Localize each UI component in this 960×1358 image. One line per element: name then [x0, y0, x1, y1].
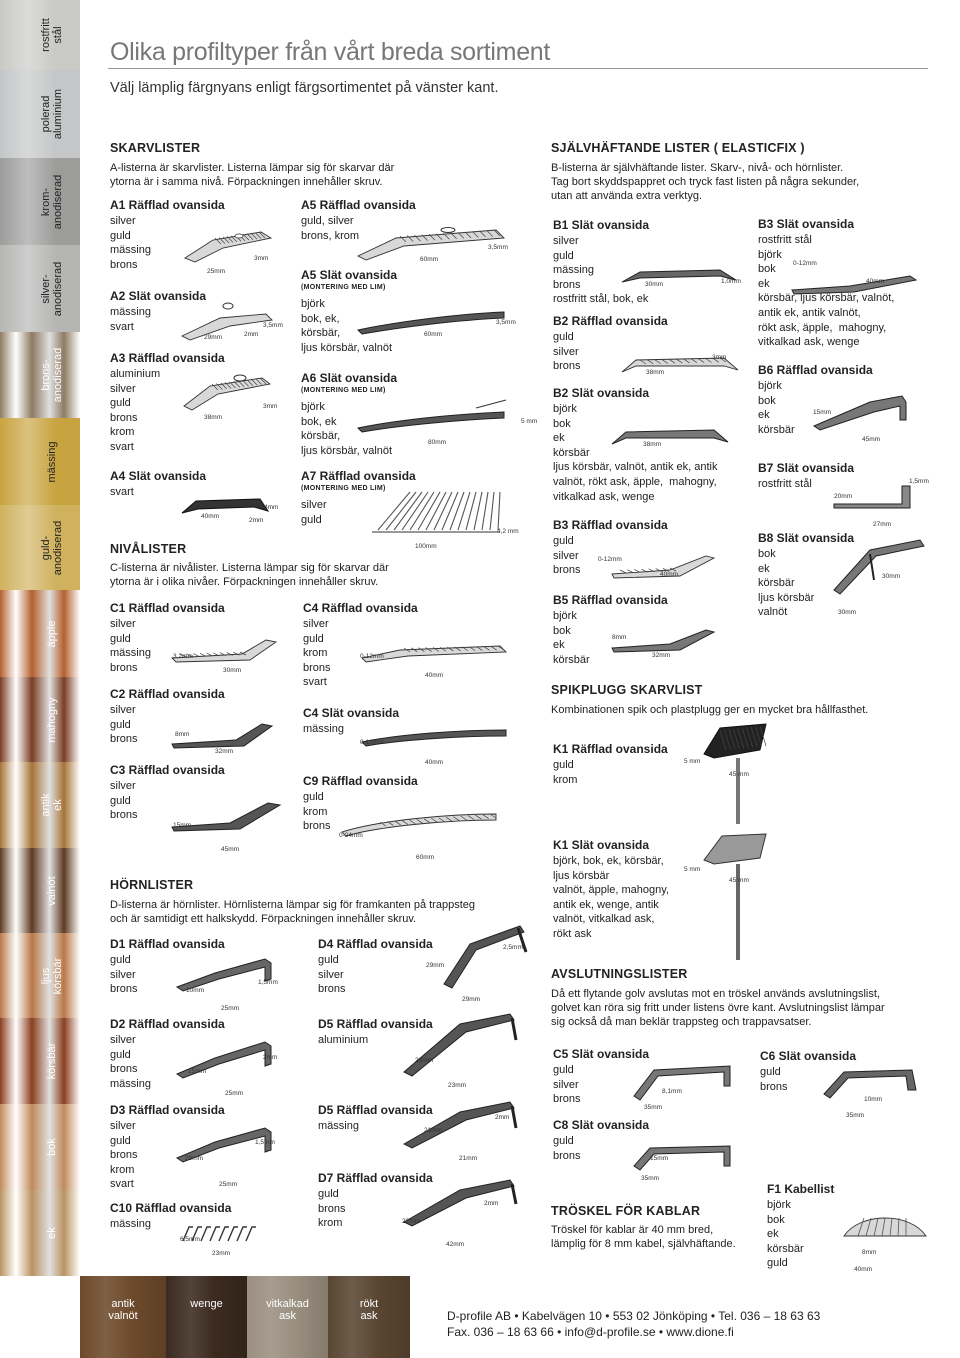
profile-d5b-drawing [400, 1098, 520, 1154]
product-colors: silver guld brons mässing [110, 1034, 151, 1090]
product-colors: guld brons [553, 1135, 581, 1162]
section-title-sjalvhaftande: SJÄLVHÄFTANDE LISTER ( ELASTICFIX ) [551, 141, 805, 155]
profile-a5s-drawing [356, 296, 506, 336]
product-title-a7: A7 Räfflad ovansida [301, 469, 416, 483]
swatch-label: guld- anodiserad [40, 520, 64, 575]
dimension-label: 30mm [882, 573, 901, 580]
dimension-label: 100mm [415, 543, 437, 550]
dimension-label: 2mm [244, 331, 259, 338]
dimension-label: 25mm [221, 1005, 240, 1012]
profile-a4-drawing [180, 495, 270, 517]
swatch-11 [0, 933, 80, 1018]
swatch-label: ljus körsbär [40, 957, 64, 994]
profile-b8-drawing [830, 520, 930, 600]
product-title-a2: A2 Slät ovansida [110, 289, 207, 303]
dimension-label: 3,5mm [488, 244, 508, 251]
product-title-d3: D3 Räfflad ovansida [110, 1103, 225, 1117]
product-colors: silver guld [301, 499, 327, 526]
dimension-label: 25mm [219, 1181, 238, 1188]
product-colors: aluminium silver guld brons krom svart [110, 368, 161, 453]
product-colors: silver guld brons krom svart [110, 1120, 138, 1191]
dimension-label: 20mm [185, 1155, 204, 1162]
swatch-label: körsbär [46, 1042, 58, 1080]
product-colors: guld silver brons [318, 954, 346, 996]
section-desc-hornlister: D-listerna är hörnlister. Hörnlisterna lämpar sig för framkanten på trappsteg och är samtidigt ett halkskydd. Förpackningen innehåller skruv. [110, 899, 475, 925]
swatch-label: polerad aluminium [40, 88, 64, 140]
product-title-c5: C5 Slät ovansida [553, 1047, 650, 1061]
product-title-f1: F1 Kabellist [767, 1182, 835, 1196]
product-note: (MONTERING MED LIM) [301, 284, 386, 291]
dimension-label: 30mm [223, 667, 242, 674]
swatch-8 [0, 677, 80, 762]
product-note: (MONTERING MED LIM) [301, 485, 386, 492]
product-colors: björk bok, ek körsbär, ljus körsbär, valnöt [301, 401, 393, 457]
color-swatch-column [0, 0, 80, 1358]
swatch-2 [0, 158, 80, 245]
profile-b3s-drawing [790, 270, 920, 294]
swatch-0 [0, 0, 80, 70]
product-title-c4s: C4 Slät ovansida [303, 706, 400, 720]
footer-swatch-label: wenge [190, 1298, 223, 1310]
dimension-label: 1,0mm [721, 278, 741, 285]
footer-swatch-1 [166, 1276, 247, 1358]
swatch-13 [0, 1104, 80, 1190]
dimension-label: 32mm [215, 748, 234, 755]
profile-a2-drawing [180, 298, 275, 343]
swatch-label: rostfritt stål [40, 18, 64, 52]
product-colors: silver guld mässing brons rostfritt stål, bok, ek [553, 235, 649, 306]
section-title-spikplugg: SPIKPLUGG SKARVLIST [551, 683, 703, 697]
product-colors: björk bok, ek, körsbär, ljus körsbär, valnöt [301, 298, 393, 354]
swatch-label: silver- anodiserad [40, 261, 64, 316]
dimension-label: 40mm [425, 759, 444, 766]
swatch-label: mässing [46, 441, 58, 482]
product-colors: björk bok ek körsbär [758, 380, 795, 436]
profile-b2s-drawing [610, 422, 730, 448]
dimension-label: 40mm [866, 278, 885, 285]
product-title-c10: C10 Räfflad ovansida [110, 1201, 232, 1215]
profile-d5a-drawing [400, 1010, 520, 1080]
dimension-label: 15mm [650, 1155, 669, 1162]
profile-b5-drawing [610, 622, 720, 652]
dimension-label: 3mm [254, 255, 269, 262]
swatch-10 [0, 848, 80, 933]
product-colors: svart [110, 486, 134, 498]
footer-swatch-label: vitkalkad ask [266, 1298, 309, 1322]
product-title-d5b: D5 Räfflad ovansida [318, 1103, 433, 1117]
dimension-label: 45mm [221, 846, 240, 853]
dimension-label: 40mm [201, 513, 220, 520]
swatch-label: krom- anodiserad [40, 174, 64, 229]
product-colors: björk bok ek körsbär [553, 610, 590, 666]
product-title-b7: B7 Slät ovansida [758, 461, 855, 475]
product-colors: mässing svart [110, 306, 151, 333]
swatch-14 [0, 1190, 80, 1276]
dimension-label: 30mm [645, 281, 664, 288]
dimension-label: 38mm [204, 414, 223, 421]
dimension-label: 8mm [175, 731, 190, 738]
dimension-label: 3,2mm [173, 653, 193, 660]
product-colors: silver guld mässing brons [110, 618, 151, 674]
product-title-a3: A3 Räfflad ovansida [110, 351, 225, 365]
swatch-label: antik ek [40, 793, 64, 817]
footer-swatch-label: rökt ask [359, 1298, 379, 1322]
product-colors: rostfritt stål [758, 478, 812, 490]
product-colors: rostfritt stål björk bok ek körsbär, ljus körsbär, valnöt, antik ek, antik valnöt, rökt ask, äpple, mahogny, vitkalkad ask, wenge [758, 234, 895, 349]
product-title-b5: B5 Räfflad ovansida [553, 593, 668, 607]
product-colors: aluminium [318, 1034, 369, 1046]
swatch-label: äpple [46, 620, 58, 647]
dimension-label: 2mm [495, 1114, 510, 1121]
dimension-label: 60mm [420, 256, 439, 263]
product-title-d2: D2 Räfflad ovansida [110, 1017, 225, 1031]
swatch-12 [0, 1018, 80, 1104]
product-title-d1: D1 Räfflad ovansida [110, 937, 225, 951]
dimension-label: 21mm [424, 1127, 443, 1134]
dimension-label: 45 mm [729, 877, 749, 884]
swatch-1 [0, 70, 80, 158]
product-colors: guld silver brons [553, 1064, 581, 1106]
dimension-label: 40mm [425, 672, 444, 679]
dimension-label: 40mm [854, 1266, 873, 1273]
dimension-label: 25mm [207, 268, 226, 275]
section-desc-sjalvhaftande: B-listerna är självhäftande lister. Skarv-, nivå- och hörnlister. Tag bort skyddspappret och tryck fast listen på några sekunder, utan att använda extra verktyg. [551, 162, 860, 202]
section-title-avslutningslister: AVSLUTNINGSLISTER [551, 967, 688, 981]
product-colors: guld brons [760, 1066, 788, 1093]
dimension-label: 0-12mm [598, 556, 622, 563]
swatch-6 [0, 505, 80, 590]
dimension-label: 0-24mm [339, 832, 363, 839]
dimension-label: 23mm [415, 1057, 434, 1064]
profile-k1s-drawing [700, 830, 770, 970]
footer-swatch-3 [328, 1276, 410, 1358]
dimension-label: 2mm [263, 1054, 278, 1061]
product-colors: guld krom brons [303, 791, 331, 833]
dimension-label: 25mm [225, 1090, 244, 1097]
dimension-label: 10mm [186, 987, 205, 994]
title-divider [108, 68, 928, 69]
swatch-7 [0, 590, 80, 677]
dimension-label: 23mm [448, 1082, 467, 1089]
product-title-b2s: B2 Slät ovansida [553, 386, 650, 400]
dimension-label: 30mm [838, 609, 857, 616]
product-title-a5s: A5 Slät ovansida [301, 268, 398, 282]
dimension-label: 32mm [652, 652, 671, 659]
dimension-label: 5 mm [521, 418, 538, 425]
section-desc-nivalister: C-listerna är nivålister. Listerna lämpar sig för skarvar där ytorna är i olika nivåer. Förpackningen innehåller skruv. [110, 562, 389, 588]
dimension-label: 1,5mm [255, 1139, 275, 1146]
section-desc-troskel: Tröskel för kablar är 40 mm bred, lämplig för 8 mm kabel, självhäftande. [551, 1224, 736, 1250]
dimension-label: 60mm [416, 854, 435, 861]
product-colors: guld silver brons [110, 954, 138, 996]
dimension-label: 23mm [212, 1250, 231, 1257]
swatch-label: bok [46, 1138, 58, 1156]
product-title-d4: D4 Räfflad ovansida [318, 937, 433, 951]
product-colors: guld krom [553, 759, 578, 786]
dimension-label: 0-12mm [793, 260, 817, 267]
dimension-label: 45mm [862, 436, 881, 443]
swatch-5 [0, 418, 80, 505]
dimension-label: 40mm [660, 571, 679, 578]
dimension-label: 21mm [459, 1155, 478, 1162]
section-title-hornlister: HÖRNLISTER [110, 878, 194, 892]
swatch-label: ek [46, 1227, 58, 1239]
swatch-9 [0, 762, 80, 848]
product-colors: guld silver brons [553, 331, 581, 373]
product-title-c2: C2 Räfflad ovansida [110, 687, 225, 701]
product-title-b6: B6 Räfflad ovansida [758, 363, 873, 377]
swatch-label: valnöt [46, 875, 58, 906]
swatch-label: brons- anodiserad [40, 347, 64, 403]
product-title-b8: B8 Slät ovansida [758, 531, 855, 545]
dimension-label: 10mm [864, 1096, 883, 1103]
dimension-label: 20mm [834, 493, 853, 500]
dimension-label: 6,5mm [180, 1236, 200, 1243]
dimension-label: 8mm [862, 1249, 877, 1256]
product-colors: guld, silver brons, krom [301, 215, 360, 242]
page-title: Olika profiltyper från vårt breda sortiment [110, 38, 551, 66]
page-subtitle: Välj lämplig färgnyans enligt färgsortimentet på vänster kant. [110, 80, 499, 96]
profile-c5-drawing [630, 1056, 740, 1106]
profile-a3-drawing [182, 372, 272, 410]
swatch-label: mahogny [46, 696, 58, 743]
dimension-label: 45 mm [729, 771, 749, 778]
product-colors: bok ek körsbär ljus körsbär valnöt [758, 548, 815, 619]
footer-swatch-0 [80, 1276, 166, 1358]
dimension-label: 0-12mm [360, 653, 384, 660]
product-title-b2r: B2 Räfflad ovansida [553, 314, 668, 328]
profile-c9-drawing [340, 800, 500, 836]
profile-c8-drawing [630, 1136, 740, 1176]
product-title-a6: A6 Slät ovansida [301, 371, 398, 385]
dimension-label: 0-12mm [360, 739, 384, 746]
dimension-label: 29mm [462, 996, 481, 1003]
dimension-label: 1,5mm [909, 478, 929, 485]
dimension-label: 2mm [484, 1200, 499, 1207]
product-colors: björk bok ek körsbär ljus körsbär, valnöt, antik ek, antik valnöt, rökt ask, äpple, mahogny, vitkalkad ask, wenge [553, 403, 718, 503]
dimension-label: 1,5mm [258, 979, 278, 986]
section-title-nivalister: NIVÅLISTER [110, 542, 187, 556]
product-colors: björk bok ek körsbär guld [767, 1199, 804, 1270]
dimension-label: 35mm [641, 1175, 660, 1182]
dimension-label: 4mm [264, 504, 279, 511]
product-title-b1: B1 Slät ovansida [553, 218, 650, 232]
address-line-1: D-profile AB • Kabelvägen 10 • 553 02 Jönköping • Tel. 036 – 18 63 63 [447, 1309, 821, 1323]
dimension-label: 15mm [188, 1068, 207, 1075]
product-colors: björk, bok, ek, körsbär, ljus körsbär valnöt, äpple, mahogny, antik ek, wenge, antik valnöt, vitkalkad ask, rökt ask [553, 855, 669, 940]
dimension-label: 15mm [813, 409, 832, 416]
product-colors: mässing [318, 1120, 359, 1132]
profile-f1-drawing [840, 1206, 930, 1242]
dimension-label: 42mm [446, 1241, 465, 1248]
dimension-label: 27mm [873, 521, 892, 528]
section-desc-avslutningslister: Då ett flytande golv avslutas mot en tröskel används avslutningslist, golvet kan röra sig fritt under listens övre kant. Avslutningslist lämpar sig också då man beklär trappsteg och trappavsatser. [551, 988, 885, 1028]
footer-swatch-label: antik valnöt [108, 1298, 138, 1322]
product-title-a5r: A5 Räfflad ovansida [301, 198, 416, 212]
product-title-c4r: C4 Räfflad ovansida [303, 601, 418, 615]
product-title-b3s: B3 Slät ovansida [758, 217, 855, 231]
dimension-label: 3mm [263, 403, 278, 410]
product-colors: mässing [110, 1218, 151, 1230]
dimension-label: 80mm [428, 439, 447, 446]
product-title-a1: A1 Räfflad ovansida [110, 198, 225, 212]
footer-swatch-2 [247, 1276, 328, 1358]
section-desc-spikplugg: Kombinationen spik och plastplugg ger en mycket bra hållfasthet. [551, 704, 869, 716]
dimension-label: 8mm [612, 634, 627, 641]
dimension-label: 35mm [644, 1104, 663, 1111]
product-title-k1s: K1 Slät ovansida [553, 838, 650, 852]
product-title-c6: C6 Slät ovansida [760, 1049, 857, 1063]
dimension-label: 22mm [402, 1218, 421, 1225]
product-title-d7: D7 Räfflad ovansida [318, 1171, 433, 1185]
profile-a7-drawing [370, 486, 510, 536]
product-title-c1: C1 Räfflad ovansida [110, 601, 225, 615]
dimension-label: 38mm [643, 441, 662, 448]
product-colors: guld brons krom [318, 1188, 346, 1230]
section-title-troskel: TRÖSKEL FÖR KABLAR [551, 1204, 701, 1218]
section-title-skarvlister: SKARVLISTER [110, 141, 201, 155]
product-title-a4: A4 Slät ovansida [110, 469, 207, 483]
dimension-label: 2mm [249, 517, 264, 524]
product-title-d5a: D5 Räfflad ovansida [318, 1017, 433, 1031]
dimension-label: 29mm [426, 962, 445, 969]
product-colors: silver guld brons [110, 780, 138, 822]
product-title-k1r: K1 Räfflad ovansida [553, 742, 668, 756]
product-title-b3r: B3 Räfflad ovansida [553, 518, 668, 532]
product-colors: mässing [303, 723, 344, 735]
product-colors: silver guld krom brons svart [303, 618, 331, 689]
dimension-label: 3mm [712, 354, 727, 361]
dimension-label: 4,2 mm [497, 528, 519, 535]
product-colors: silver guld mässing brons [110, 215, 151, 271]
company-address [447, 1308, 820, 1340]
dimension-label: 2,5mm [503, 944, 523, 951]
dimension-label: 3,5mm [263, 322, 283, 329]
swatch-4 [0, 332, 80, 418]
dimension-label: 38mm [646, 369, 665, 376]
dimension-label: 15mm [173, 822, 192, 829]
dimension-label: 5 mm [684, 866, 701, 873]
section-desc-skarvlister: A-listerna är skarvlister. Listerna lämpar sig för skarvar där ytorna är i samma nivå. Förpackningen innehåller skruv. [110, 162, 395, 188]
dimension-label: 3,5mm [496, 319, 516, 326]
profile-d4-drawing [440, 922, 530, 992]
dimension-label: 8,1mm [662, 1088, 682, 1095]
dimension-label: 29mm [204, 334, 223, 341]
product-colors: silver guld brons [110, 704, 138, 746]
address-line-2: Fax. 036 – 18 63 66 • info@d-profile.se • www.dione.fi [447, 1325, 734, 1339]
dimension-label: 35mm [846, 1112, 865, 1119]
product-note: (MONTERING MED LIM) [301, 387, 386, 394]
dimension-label: 5 mm [684, 758, 701, 765]
product-title-c8: C8 Slät ovansida [553, 1118, 650, 1132]
product-title-c9: C9 Räfflad ovansida [303, 774, 418, 788]
profile-a6-drawing [356, 398, 506, 436]
product-title-c3: C3 Räfflad ovansida [110, 763, 225, 777]
product-colors: guld silver brons [553, 535, 581, 577]
dimension-label: 60mm [424, 331, 443, 338]
swatch-3 [0, 245, 80, 332]
profile-a5r-drawing [356, 220, 506, 260]
